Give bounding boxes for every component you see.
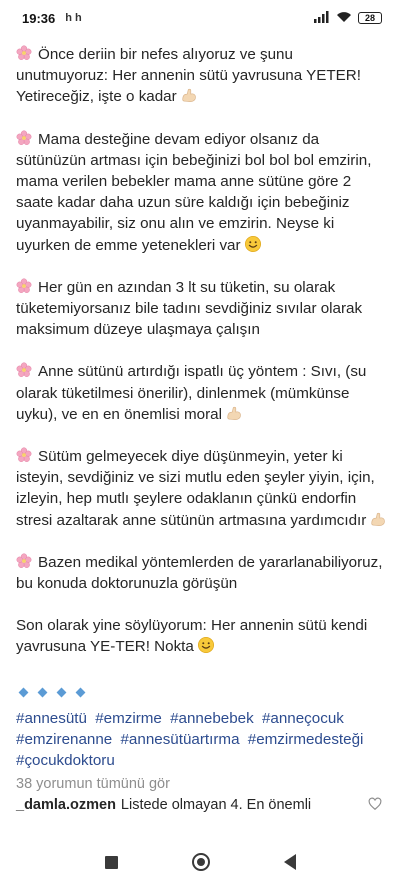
caption-paragraph [16,44,388,108]
cherry-blossom-icon [16,278,32,294]
hashtag-link[interactable]: #annebebek [170,710,254,727]
status-bar [0,0,400,36]
caption-paragraph [16,361,388,425]
smiling-face-icon [197,636,215,654]
flexed-biceps-icon [369,510,387,528]
cherry-blossom-icon [16,130,32,146]
cherry-blossom-icon [16,362,32,378]
blue-diamond-icon [76,688,86,698]
hashtag-link[interactable]: #emzirme [95,710,162,727]
caption-text: Son olarak yine söylüyorum: Her annenin sütü kendi yavrusuna YE-TER! Nokta [16,617,368,656]
caption-text: Sütüm gelmeyecek diye düşünmeyin, yeter ki isteyin, sevdiğiniz ve sizi mutlu eden şeyler yiyin, için, izleyin, hep mutlı şeylere odaklanın çünkü endorfin stresi azaltarak anne sütünün artmasına yardımcıdır [16,448,375,529]
hashtag-link[interactable]: #anneçocuk [261,710,344,727]
view-all-comments-link[interactable]: 38 yorumun tümünü gör [16,776,170,792]
caption-text: Her gün en azından 3 lt su tüketin, su olarak tüketemiyorsanız bile tadını sevdiğiniz sıvılar olarak maksimum düzeye ulaşmaya çalışın [16,278,363,339]
notification-icons: h h [65,12,82,24]
hashtag-list [16,708,388,772]
heart-icon[interactable] [368,797,382,811]
cherry-blossom-icon [16,45,32,61]
caption-paragraph [16,277,388,341]
caption-paragraph [16,446,388,531]
caption-paragraph [16,615,388,657]
comment-username[interactable]: _damla.ozmen [16,797,116,813]
hashtag-link[interactable]: #annesütüartırma [120,731,240,749]
flexed-biceps-icon [225,404,243,422]
status-icons [314,11,382,26]
hashtag-link[interactable]: #çocukdoktoru [16,752,115,770]
cherry-blossom-icon [16,553,32,569]
hashtag-link[interactable]: #emzirmedesteği [247,731,364,749]
recent-apps-button[interactable] [105,856,118,869]
diamond-separator [20,689,84,696]
caption-paragraph [16,552,388,594]
smiling-face-icon [244,235,262,253]
caption-paragraph [16,129,388,256]
android-nav-bar [0,836,400,888]
status-time: 19:36 [22,10,56,26]
hashtag-link[interactable]: #emzirenanne [16,731,113,749]
blue-diamond-icon [38,688,48,698]
blue-diamond-icon [19,688,29,698]
comment-preview[interactable] [16,797,388,813]
blue-diamond-icon [57,688,67,698]
post-caption [16,44,388,679]
comment-text: Listede olmayan 4. En önemli [120,797,312,813]
caption-text: Mama desteğine devam ediyor olsanız da sütünüzün artması için bebeğinizi bol bol bol emzirin, mama verilen bebekler mama anne sütüne göre 2 saate kadar daha uzun süre kaldığı için bebeğiniz uyanmayabilir, siz onu alın ve emzirin. Neyse ki uyurken de emme yetenekleri var [16,130,372,254]
caption-text: Anne sütünü artırdığı ispatlı üç yöntem : Sıvı, (su olarak tüketilmesi önerilir), dinlenmek (mümkünse uyku), ve en en önemlisi moral [16,363,367,423]
back-button[interactable] [284,854,296,870]
flexed-biceps-icon [180,86,198,104]
caption-text: Önce deriin bir nefes alıyoruz ve şunu unutmuyoruz: Her annenin sütü yavrusuna YETER! Yetireceğiz, işte o kadar [16,46,361,106]
battery-icon: 28 [358,12,382,24]
caption-text: Bazen medikal yöntemlerden de yararlanabiliyoruz, bu konuda doktorunuzla görüşün [16,553,383,593]
cherry-blossom-icon [16,447,32,463]
hashtag-link[interactable]: #annesütü [16,710,87,727]
wifi-icon [336,11,352,26]
signal-icon [314,11,330,26]
home-button[interactable] [192,853,210,871]
